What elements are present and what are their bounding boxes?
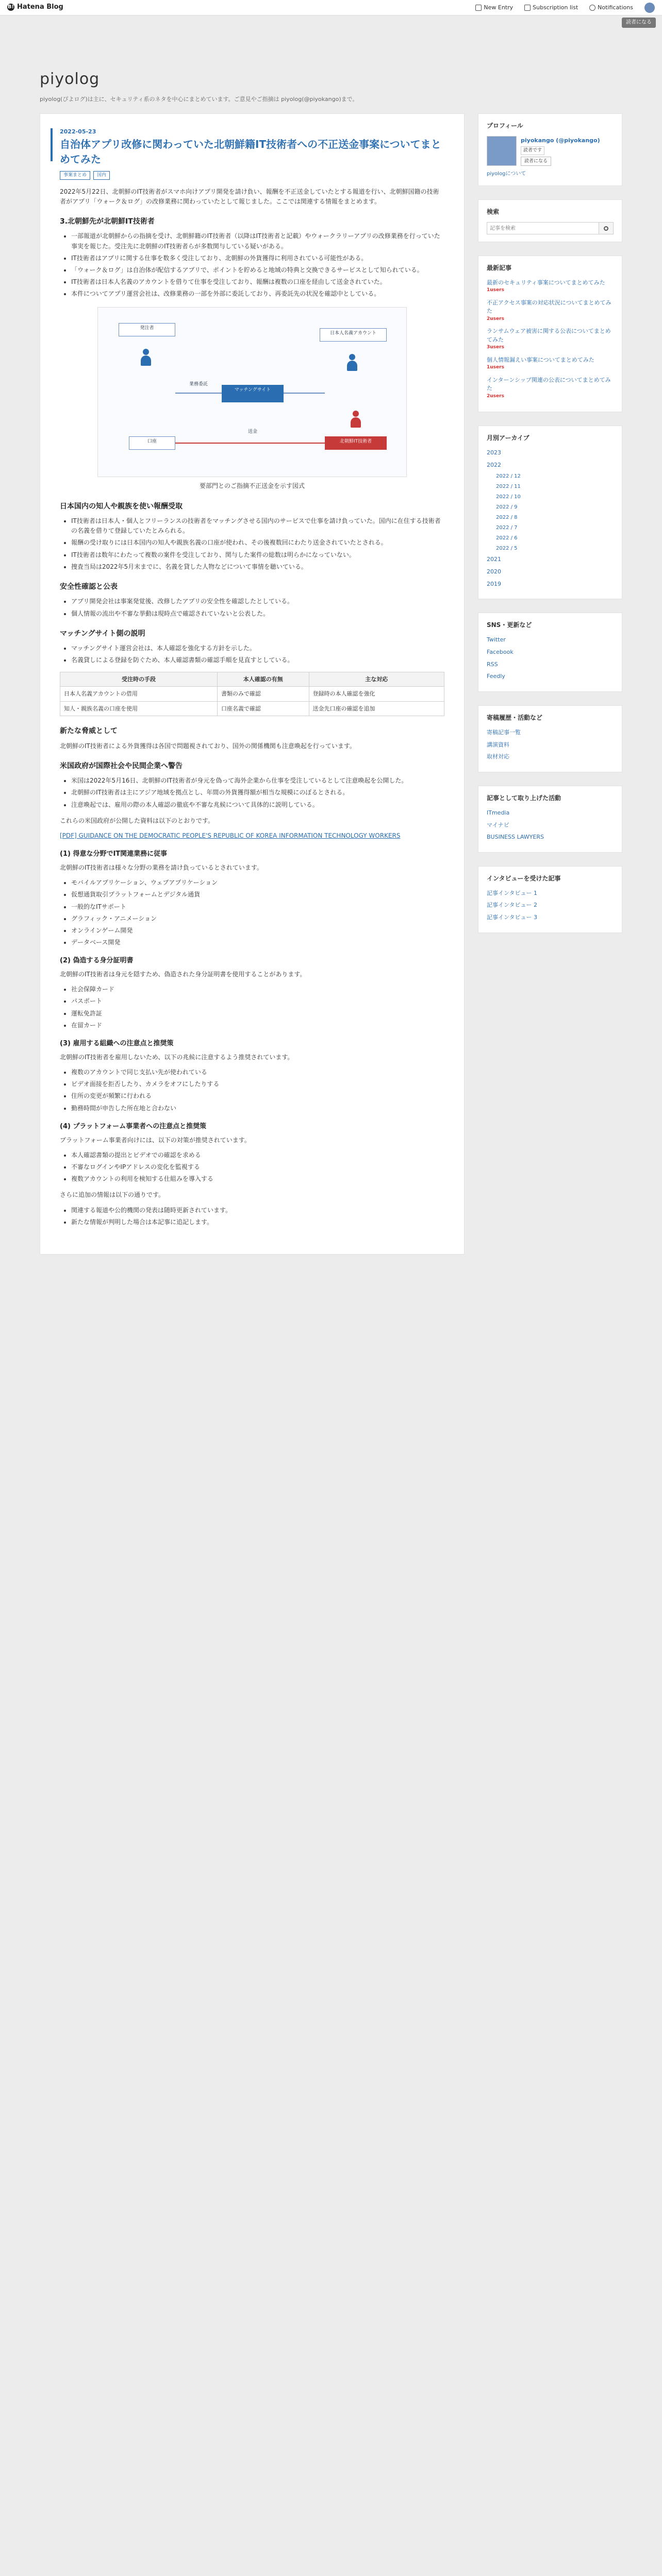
module-title: 最新記事	[487, 264, 512, 272]
archive-year[interactable]: 2021	[487, 556, 501, 563]
section-heading: 新たな脅威として	[60, 727, 118, 736]
entry-date[interactable]: 2022-05-23	[60, 128, 96, 135]
client-person-icon	[139, 349, 153, 366]
list-item: • 一部報道が北朝鮮からの指摘を受け、北朝鮮籍のIT技術者（以降はIT技術者と記載）やウォークラリーアプリの改修業務を行っていた事実を報じた。受注先に北朝鮮のIT技術者らが多数関与している疑いがある。	[71, 231, 444, 251]
module-title: 寄稿履歴・活動など	[487, 714, 543, 721]
archive-month[interactable]: 2022 / 10	[496, 494, 521, 500]
arrow-icon	[175, 393, 222, 394]
subsection-text: 北朝鮮のIT技術者を雇用しないため、以下の兆候に注意するよう推奨されています。	[60, 1053, 294, 1061]
user-avatar[interactable]	[644, 3, 655, 13]
sns-link[interactable]: RSS	[487, 660, 498, 668]
list-item: • データベース開発	[71, 938, 444, 947]
follow-button[interactable]: 読者になる	[521, 157, 551, 166]
list-item: • ビデオ面接を拒否したり、カメラをオフにしたりする	[71, 1079, 444, 1089]
section1-list	[71, 231, 444, 299]
table-header: 本人確認の有無	[217, 672, 309, 687]
related-link[interactable]: BUSINESS LAWYERS	[487, 834, 544, 841]
list-item: • 個人情報の流出や不審な挙動は現時点で確認されていないと公表した。	[71, 609, 444, 619]
new-entry-link[interactable]	[475, 3, 513, 12]
list-item: • 一般的なITサポート	[71, 902, 444, 912]
subsection-heading: (4) プラットフォーム事業者への注意点と推奨策	[60, 1122, 207, 1130]
recent-entry-title: 不正アクセス事案の対応状況についてまとめてみた	[487, 299, 611, 315]
archive-month[interactable]: 2022 / 8	[496, 515, 518, 521]
profile-module	[478, 113, 622, 187]
table-header: 受注時の手段	[60, 672, 218, 687]
recent-entry-link[interactable]	[487, 327, 614, 351]
table-row	[60, 687, 444, 702]
list-item: • 注意喚起では、雇用の際の本人確認の徹底や不審な兆候について具体的に説明している。	[71, 800, 444, 810]
figure-engineer-box: 北朝鮮IT技術者	[325, 436, 387, 450]
section4-list	[71, 643, 444, 665]
subsection-heading: (1) 得意な分野でIT関連業務に従事	[60, 850, 168, 858]
module-title: SNS・更新など	[487, 621, 532, 629]
sub3-list	[71, 1067, 444, 1113]
recent-entry-title: 最新のセキュリティ事案についてまとめてみた	[487, 279, 605, 286]
archive-year[interactable]: 2023	[487, 449, 501, 456]
brand-label: Hatena Blog	[17, 3, 63, 11]
recent-entry-link[interactable]	[487, 279, 614, 294]
archive-month[interactable]: 2022 / 7	[496, 525, 518, 531]
list-item: • オンラインゲーム開発	[71, 926, 444, 936]
sidebar	[478, 113, 622, 946]
list-item: • 勤務時間が申告した所在地と合わない	[71, 1104, 444, 1113]
category-tag[interactable]: 事案まとめ	[60, 171, 90, 179]
search-icon	[604, 226, 608, 231]
module-title: 検索	[487, 208, 500, 216]
subsection-text: 北朝鮮のIT技術者は様々な分野の業務を請け負っているとされています。	[60, 864, 263, 871]
related-link[interactable]: マイナビ	[487, 821, 509, 828]
module-title: 記事として取り上げた活動	[487, 794, 561, 802]
section-heading: 日本国内の知人や親族を使い報酬受取	[60, 502, 183, 511]
transfer-arrow-icon	[175, 443, 325, 444]
table-cell: 登録時の本人確認を強化	[309, 687, 444, 702]
media-link[interactable]: 寄稿記事一覧	[487, 728, 521, 736]
sub1-list	[71, 878, 444, 947]
table-header: 主な対応	[309, 672, 444, 687]
media-module	[478, 705, 622, 772]
archive-month[interactable]: 2022 / 5	[496, 546, 518, 552]
bookmark-count[interactable]: 2users	[487, 316, 504, 321]
archive-month[interactable]: 2022 / 6	[496, 535, 518, 541]
entry-intro: 2022年5月22日、北朝鮮のIT技術者がスマホ向けアプリ開発を請け負い、報酬を不正送金していたとする報道を行い、北朝鮮国籍の技術者がアプリ「ウォーク＆ログ」の改修業務に関わっていたとして報じました。ここでは関連する情報をまとめます。	[60, 188, 439, 205]
archive-module	[478, 426, 622, 599]
list-item: • IT技術者は日本人・個人とフリーランスの技術者をマッチングさせる国内のサービスで仕事を請け負っていた。国内に在住する技術者の名義を借りて登録していたとみられる。	[71, 516, 444, 536]
comparison-table	[60, 672, 444, 717]
arrow-icon	[284, 393, 325, 394]
figure-account-box: 日本人名義アカウント	[320, 328, 387, 342]
readers-badge: 読者です	[521, 146, 544, 155]
related-module	[478, 786, 622, 853]
new-entry-label: New Entry	[484, 4, 514, 11]
section3-list	[71, 597, 444, 618]
figure-order-label: 業務委託	[189, 382, 208, 387]
sub4-list	[71, 1150, 444, 1184]
subsection-heading: (3) 雇用する組織への注意点と推奨策	[60, 1040, 174, 1048]
section6-list	[71, 776, 444, 810]
subscription-link[interactable]	[524, 3, 578, 12]
entry	[40, 113, 465, 1255]
account-person-icon	[345, 354, 359, 371]
list-item: • 住所の変更が頻繁に行われる	[71, 1091, 444, 1101]
sns-module	[478, 613, 622, 692]
list-item: • 新たな情報が判明した場合は本記事に追記します。	[71, 1217, 444, 1227]
recent-entry-title: 個人情報漏えい事案についてまとめてみた	[487, 356, 594, 363]
section2-list	[71, 516, 444, 572]
closing-text: さらに追加の情報は以下の通りです。	[60, 1191, 165, 1199]
related-link[interactable]: ITmedia	[487, 809, 510, 816]
section-heading: 米国政府が国際社会や民間企業へ警告	[60, 761, 183, 770]
subsection-text: 北朝鮮のIT技術者は身元を隠すため、偽造された身分証明書を使用することがあります。	[60, 971, 306, 978]
subsection-heading: (2) 偽造する身分証明書	[60, 957, 134, 965]
section5-text: 北朝鮮のIT技術者による外貨獲得は各国で問題視されており、国外の関係機関も注意喚起を行っています。	[60, 742, 356, 750]
bookmark-count[interactable]: 3users	[487, 345, 504, 350]
recent-entry-link[interactable]	[487, 356, 614, 371]
media-link[interactable]: 講演資料	[487, 741, 509, 748]
pencil-icon	[475, 5, 482, 11]
media-link[interactable]: 取材対応	[487, 753, 509, 760]
notifications-label: Notifications	[598, 4, 633, 11]
archive-month[interactable]: 2022 / 11	[496, 484, 521, 490]
guidance-pdf-link[interactable]: [PDF] GUIDANCE ON THE DEMOCRATIC PEOPLE'S REPUBLIC OF KOREA INFORMATION TECHNOLOGY WORKERS	[60, 832, 401, 840]
list-item: • 社会保障カード	[71, 985, 444, 994]
list-item: • 本人確認書類の提出とビデオでの確認を求める	[71, 1150, 444, 1160]
table-cell: 書類のみで確認	[217, 687, 309, 702]
list-item: • IT技術者は日本人名義のアカウントを借りて仕事を受注しており、報酬は複数の口座を経由して送金されていた。	[71, 277, 444, 287]
search-button[interactable]	[599, 222, 614, 234]
list-item: • 名義貸しによる登録を防ぐため、本人確認書類の確認手順を見直すとしている。	[71, 655, 444, 665]
list-item: • IT技術者はアプリに関する仕事を数多く受注しており、北朝鮮の外貨獲得に利用されている可能性がある。	[71, 253, 444, 263]
archive-year[interactable]: 2019	[487, 580, 501, 587]
search-module	[478, 199, 622, 242]
list-item: • 報酬の受け取りには日本国内の知人や親族名義の口座が使われ、その後複数回にわたり送金されていたとされる。	[71, 538, 444, 548]
list-item: • 複数アカウントの利用を検知する仕組みを導入する	[71, 1174, 444, 1184]
sub2-list	[71, 985, 444, 1030]
search-input[interactable]	[487, 222, 599, 234]
recent-module	[478, 256, 622, 412]
interview-link[interactable]: 記事インタビュー 2	[487, 902, 538, 909]
interview-module	[478, 866, 622, 933]
list-item: • 運転免許証	[71, 1009, 444, 1019]
archive-month[interactable]: 2022 / 9	[496, 504, 518, 511]
hatena-logo-icon: B!	[7, 4, 14, 10]
scheme-figure	[97, 307, 407, 477]
bookmark-count[interactable]: 1users	[487, 365, 504, 370]
subsection-text: プラットフォーム事業者向けには、以下の対策が推奨されています。	[60, 1136, 251, 1144]
section-heading: 安全性確認と公表	[60, 582, 118, 591]
figure-platform-box: マッチングサイト	[222, 385, 284, 402]
recent-entry-link[interactable]	[487, 299, 614, 323]
figure-caption: 要部門とのご指摘不正送金を示す図式	[199, 482, 305, 490]
sns-link[interactable]: Facebook	[487, 648, 514, 655]
list-item: • 不審なログインやIPアドレスの変化を監視する	[71, 1162, 444, 1172]
profile-avatar[interactable]	[487, 136, 517, 166]
blog-header	[40, 15, 622, 113]
interview-link[interactable]: 記事インタビュー 3	[487, 914, 538, 921]
list-item: • IT技術者は数年にわたって複数の案件を受注しており、関与した案件の総数は明らかになっていない。	[71, 550, 444, 560]
list-item: • 関連する報道や公的機関の発表は随時更新されています。	[71, 1206, 444, 1215]
list-item: • 仮想通貨取引プラットフォームとデジタル通貨	[71, 890, 444, 900]
top-nav	[475, 3, 655, 13]
archive-month[interactable]: 2022 / 12	[496, 473, 521, 480]
sns-link[interactable]: Feedly	[487, 673, 505, 680]
archive-year[interactable]: 2022	[487, 461, 501, 468]
list-icon	[524, 5, 531, 11]
list-item: • パスポート	[71, 996, 444, 1006]
list-item: • 複数のアカウントで同じ支払い先が使われている	[71, 1067, 444, 1077]
readers-button[interactable]: 読者になる	[622, 18, 656, 28]
recent-entry-link[interactable]	[487, 376, 614, 400]
table-cell: 口座名義で確認	[217, 701, 309, 716]
top-bar	[0, 0, 662, 25]
table-cell: 知人・親族名義の口座を使用	[60, 701, 218, 716]
list-item: • 捜査当局は2022年5月末までに、名義を貸した人物などについて事情を聴いている。	[71, 562, 444, 572]
engineer-person-icon	[349, 411, 362, 428]
section-heading: マッチングサイト側の説明	[60, 629, 145, 638]
category-tag[interactable]: 国内	[93, 171, 110, 179]
closing-list	[71, 1206, 444, 1227]
list-item: • アプリ開発会社は事案発覚後、改修したアプリの安全性を確認したとしている。	[71, 597, 444, 606]
figure-transfer-label: 送金	[247, 429, 257, 435]
section-heading: 3.北朝鮮先が北朝鮮IT技術者	[60, 217, 155, 226]
blog-title[interactable]: piyolog	[40, 70, 100, 88]
recent-entry-title: インターンシップ関連の公表についてまとめてみた	[487, 376, 611, 392]
list-item: • マッチングサイト運営会社は、本人確認を強化する方針を示した。	[71, 643, 444, 653]
table-row	[60, 701, 444, 716]
profile-name[interactable]: piyokango (@piyokango)	[521, 137, 600, 144]
entry-title[interactable]: 自治体アプリ改修に関わっていた北朝鮮籍IT技術者への不正送金事案についてまとめてみた	[60, 138, 441, 166]
recent-entry-title: ランサムウェア被害に関する公表についてまとめてみた	[487, 328, 611, 343]
figure-client-box: 発注者	[119, 323, 175, 336]
figure-bank-box: 口座	[129, 436, 175, 450]
notifications-link[interactable]	[589, 3, 633, 12]
bell-icon	[589, 5, 595, 11]
blog-description: piyolog(ぴよログ)は主に、セキュリティ系のネタを中心にまとめています。ご意見やご指摘は piyolog(@piyokango)まで。	[40, 96, 358, 103]
list-item: • モバイルアプリケーション、ウェブアプリケーション	[71, 878, 444, 888]
module-title: インタビューを受けた記事	[487, 874, 561, 882]
interview-link[interactable]: 記事インタビュー 1	[487, 889, 538, 896]
list-item: • 米国は2022年5月16日、北朝鮮のIT技術者が身元を偽って海外企業から仕事を受注しているとして注意喚起を公開した。	[71, 776, 444, 786]
bookmark-count[interactable]: 2users	[487, 393, 504, 399]
content-wrapper	[40, 113, 622, 1255]
sns-link[interactable]: Twitter	[487, 636, 506, 643]
entry-categories	[60, 171, 444, 179]
list-item: • 在留カード	[71, 1021, 444, 1030]
table-cell: 日本人名義アカウントの借用	[60, 687, 218, 702]
hatena-brand[interactable]	[7, 2, 63, 13]
subscription-label: Subscription list	[533, 4, 578, 11]
about-link[interactable]: piyologについて	[487, 171, 526, 177]
list-item: • 北朝鮮のIT技術者は主にアジア地域を拠点とし、年間の外貨獲得額が相当な規模にのぼるとされる。	[71, 788, 444, 798]
table-cell: 送金先口座の確認を追加	[309, 701, 444, 716]
bookmark-count[interactable]: 1users	[487, 287, 504, 293]
list-item: • 本件についてアプリ運営会社は、改修業務の一部を外部に委託しており、再委託先の状況を確認中としている。	[71, 289, 444, 299]
archive-year[interactable]: 2020	[487, 568, 501, 575]
list-item: • グラフィック・アニメーション	[71, 914, 444, 924]
module-title: プロフィール	[487, 122, 523, 129]
module-title: 月別アーカイブ	[487, 434, 529, 442]
list-item: • 「ウォーク＆ログ」は自治体が配信するアプリで、ポイントを貯めると地域の特典と交換できるサービスとして知られている。	[71, 265, 444, 275]
section6-text: これらの米国政府が公開した資料は以下のとおりです。	[60, 817, 214, 824]
